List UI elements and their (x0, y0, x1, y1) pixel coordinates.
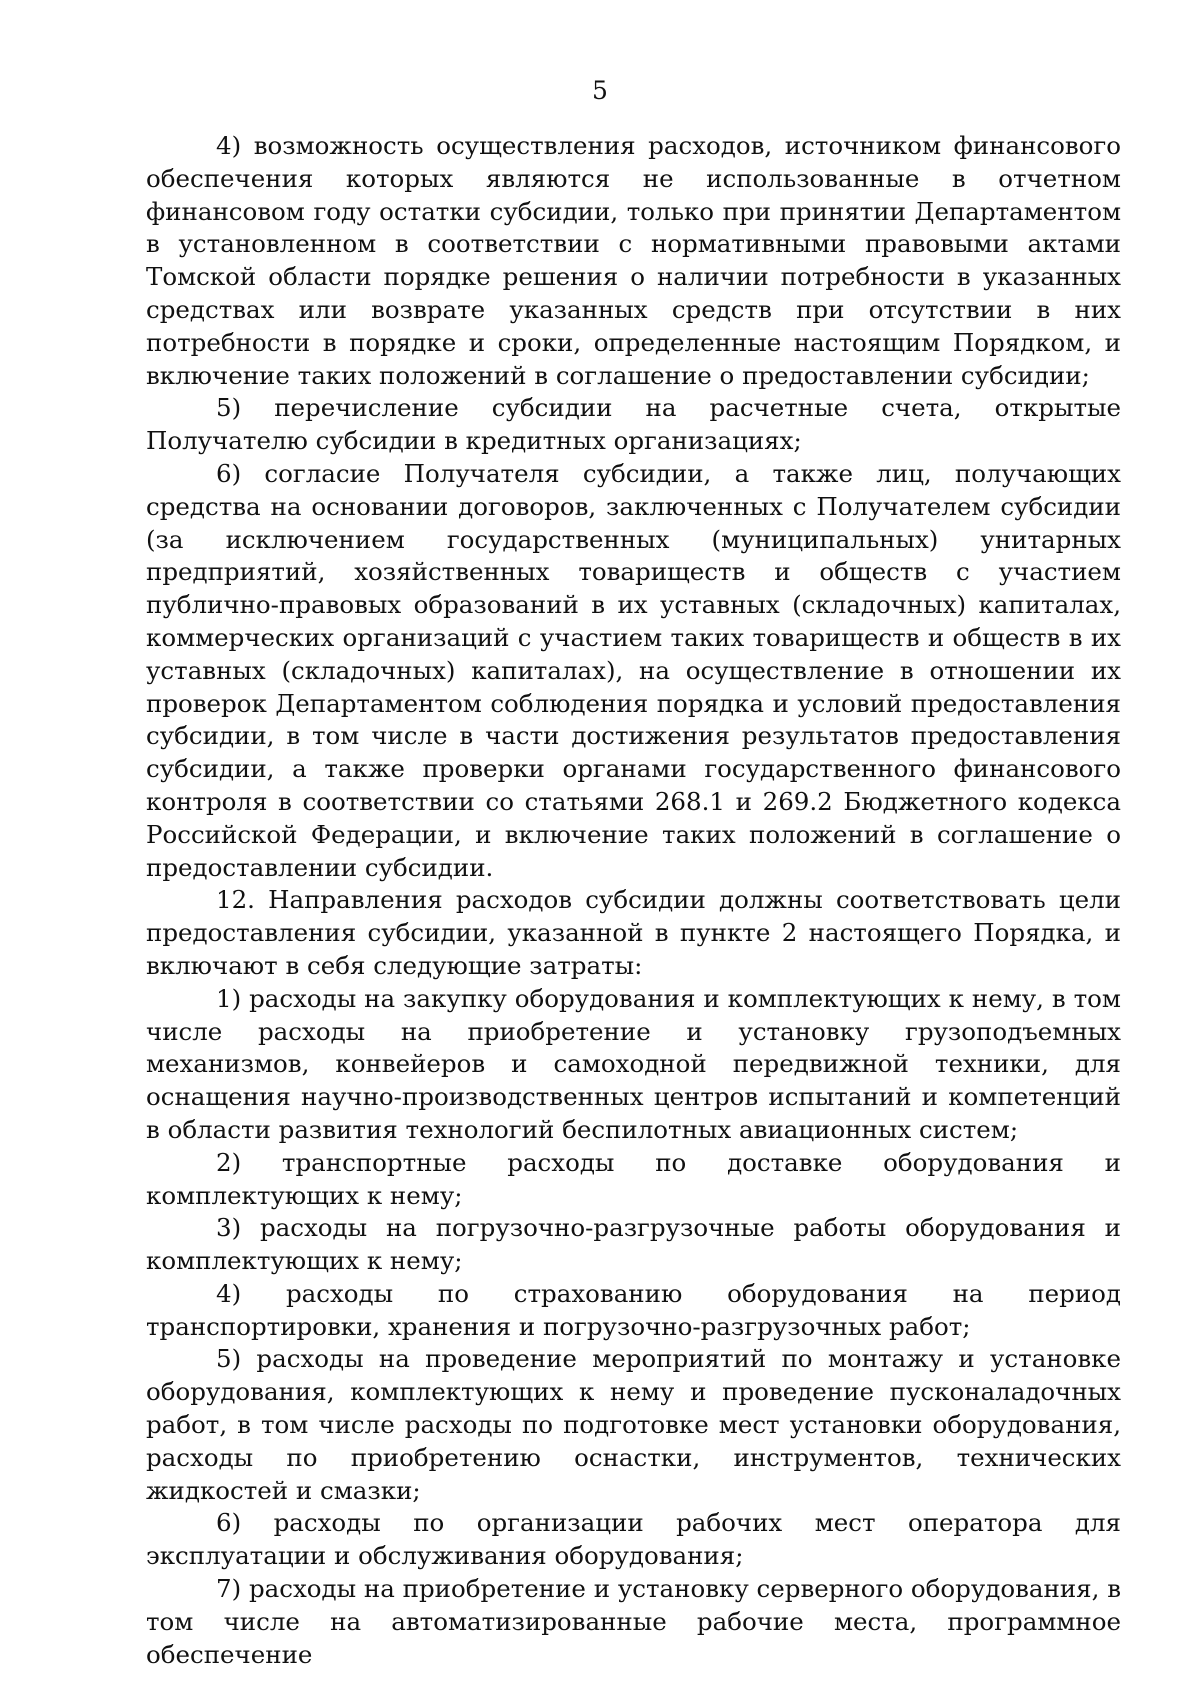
document-body (146, 130, 1121, 1671)
paragraph-expense-7-servers: 7) расходы на приобретение и установку серверного оборудования, в том числе на автоматизированные рабочие места, программное обеспечение (146, 1574, 1121, 1669)
paragraph-expense-4-insurance: 4) расходы по страхованию оборудования на период транспортировки, хранения и погрузочно-разгрузочных работ; (146, 1278, 1121, 1341)
paragraph-expense-2-transport: 2) транспортные расходы по доставке оборудования и комплектующих к нему; (146, 1147, 1121, 1210)
paragraph-item-5-transfer-accounts: 5) перечисление субсидии на расчетные счета, открытые Получателю субсидии в кредитных организациях; (146, 393, 1121, 456)
page-number: 5 (592, 76, 608, 105)
paragraph-section-12-expense-directions: 12. Направления расходов субсидии должны соответствовать цели предоставления субсидии, указанной в пункте 2 настоящего Порядка, и включают в себя следующие затраты: (146, 885, 1121, 980)
paragraph-item-6-consent-inspections: 6) согласие Получателя субсидии, а также лиц, получающих средства на основании договоров, заключенных с Получателем субсидии (за исключением государственных (муниципальных) унитарных предприятий, хозяйственных товариществ и обществ с участием публично-правовых образований в их уставных (складочных) капиталах, коммерческих организаций с участием таких товариществ и обществ в их уставных (складочных) капиталах), на осуществление в отношении их проверок Департаментом соблюдения порядка и условий предоставления субсидии, в том числе в части достижения результатов предоставления субсидии, а также проверки органами государственного финансового контроля в соответствии со статьями 268.1 и 269.2 Бюджетного кодекса Российской Федерации, и включение таких положений в соглашение о предоставлении субсидии. (146, 458, 1121, 882)
paragraph-expense-5-installation: 5) расходы на проведение мероприятий по монтажу и установке оборудования, комплектующих к нему и проведение пусконаладочных работ, в том числе расходы по подготовке мест установки оборудования, расходы по приобретению оснастки, инструментов, технических жидкостей и смазки; (146, 1344, 1121, 1505)
paragraph-item-4-unused-balance: 4) возможность осуществления расходов, источником финансового обеспечения которых являются не использованные в отчетном финансовом году остатки субсидии, только при принятии Департаментом в установленном в соответствии с нормативными правовыми актами Томской области порядке решения о наличии потребности в указанных средствах или возврате указанных средств при отсутствии в них потребности в порядке и сроки, определенные настоящим Порядком, и включение таких положений в соглашение о предоставлении субсидии; (146, 131, 1121, 390)
paragraph-expense-6-workplaces: 6) расходы по организации рабочих мест оператора для эксплуатации и обслуживания оборудования; (146, 1508, 1121, 1571)
paragraph-expense-3-loading: 3) расходы на погрузочно-разгрузочные работы оборудования и комплектующих к нему; (146, 1213, 1121, 1276)
paragraph-expense-1-equipment: 1) расходы на закупку оборудования и комплектующих к нему, в том числе расходы на приобретение и установку грузоподъемных механизмов, конвейеров и самоходной передвижной техники, для оснащения научно-производственных центров испытаний и компетенций в области развития технологий беспилотных авиационных систем; (146, 983, 1121, 1144)
